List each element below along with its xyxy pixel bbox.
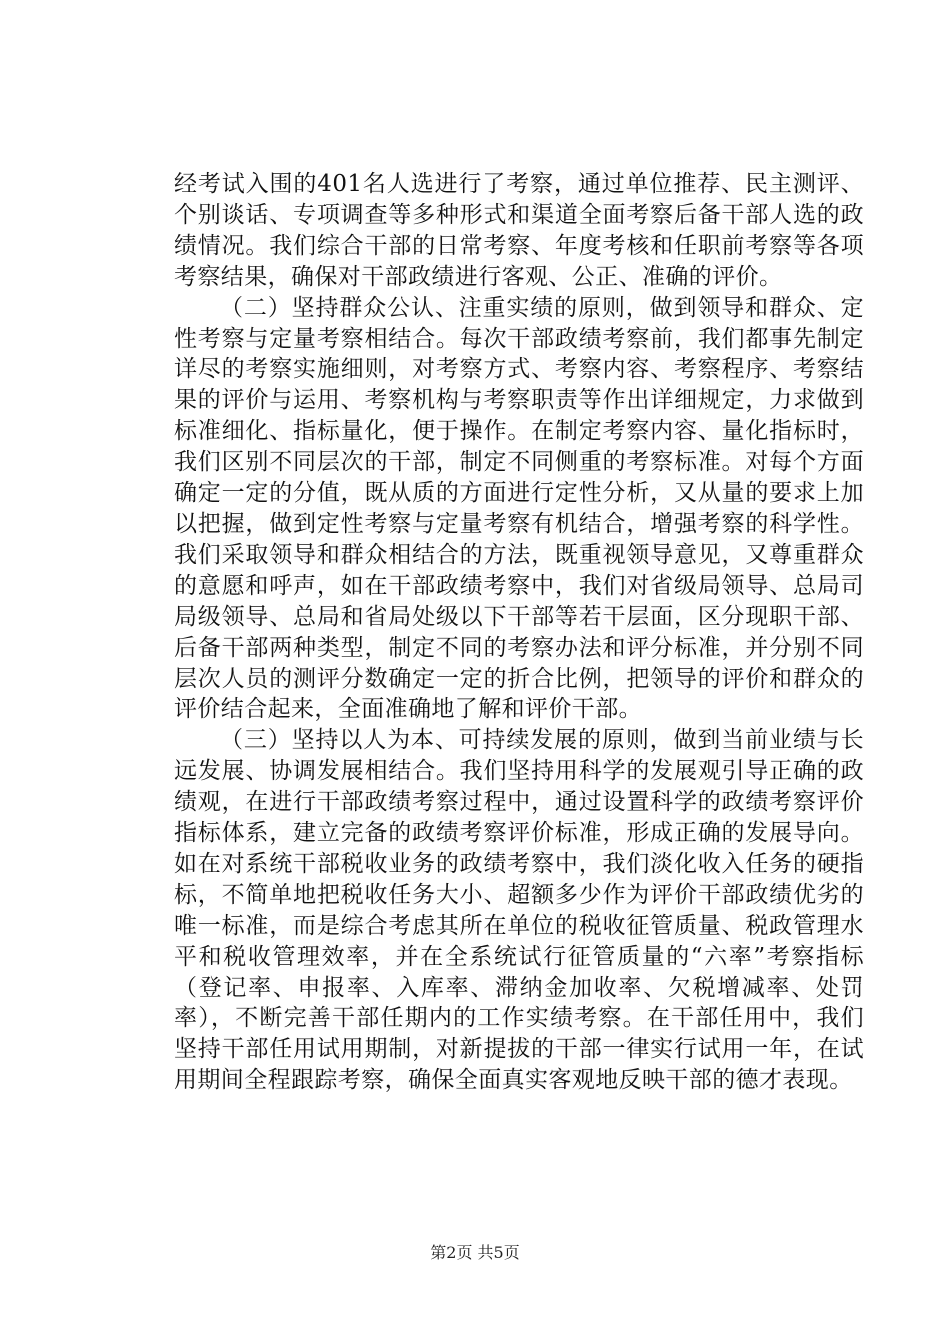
document-body — [174, 169, 864, 1096]
page-number-footer: 第2页 共5页 — [430, 1243, 520, 1262]
paragraph-section-two: （二）坚持群众公认、注重实绩的原则，做到领导和群众、定性考察与定量考察相结合。每次干部政绩考察前，我们都事先制定详尽的考察实施细则，对考察方式、考察内容、考察程序、考察结果的评价与运用、考察机构与考察职责等作出详细规定，力求做到标准细化、指标量化，便于操作。在制定考察内容、量化指标时，我们区别不同层次的干部，制定不同侧重的考察标准。对每个方面确定一定的分值，既从质的方面进行定性分析，又从量的要求上加以把握，做到定性考察与定量考察有机结合，增强考察的科学性。我们采取领导和群众相结合的方法，既重视领导意见，又尊重群众的意愿和呼声，如在干部政绩考察中，我们对省级局领导、总局司局级领导、总局和省局处级以下干部等若干层面，区分现职干部、后备干部两种类型，制定不同的考察办法和评分标准，并分别不同层次人员的测评分数确定一定的折合比例，把领导的评价和群众的评价结合起来，全面准确地了解和评价干部。 — [174, 294, 864, 723]
paragraph-continuation: 经考试入围的401名人选进行了考察，通过单位推荐、民主测评、个别谈话、专项调查等多种形式和渠道全面考察后备干部人选的政绩情况。我们综合干部的日常考察、年度考核和任职前考察等各项考察结果，确保对干部政绩进行客观、公正、准确的评价。 — [174, 171, 864, 290]
paragraph-section-three: （三）坚持以人为本、可持续发展的原则，做到当前业绩与长远发展、协调发展相结合。我们坚持用科学的发展观引导正确的政绩观，在进行干部政绩考察过程中，通过设置科学的政绩考察评价指标体系，建立完备的政绩考察评价标准，形成正确的发展导向。如在对系统干部税收业务的政绩考察中，我们淡化收入任务的硬指标，不简单地把税收任务大小、超额多少作为评价干部政绩优劣的唯一标准，而是综合考虑其所在单位的税收征管质量、税政管理水平和税收管理效率，并在全系统试行征管质量的“六率”考察指标（登记率、申报率、入库率、滞纳金加收率、欠税增减率、处罚率），不断完善干部任期内的工作实绩考察。在干部任用中，我们坚持干部任用试用期制，对新提拔的干部一律实行试用一年，在试用期间全程跟踪考察，确保全面真实客观地反映干部的德才表现。 — [174, 727, 864, 1094]
